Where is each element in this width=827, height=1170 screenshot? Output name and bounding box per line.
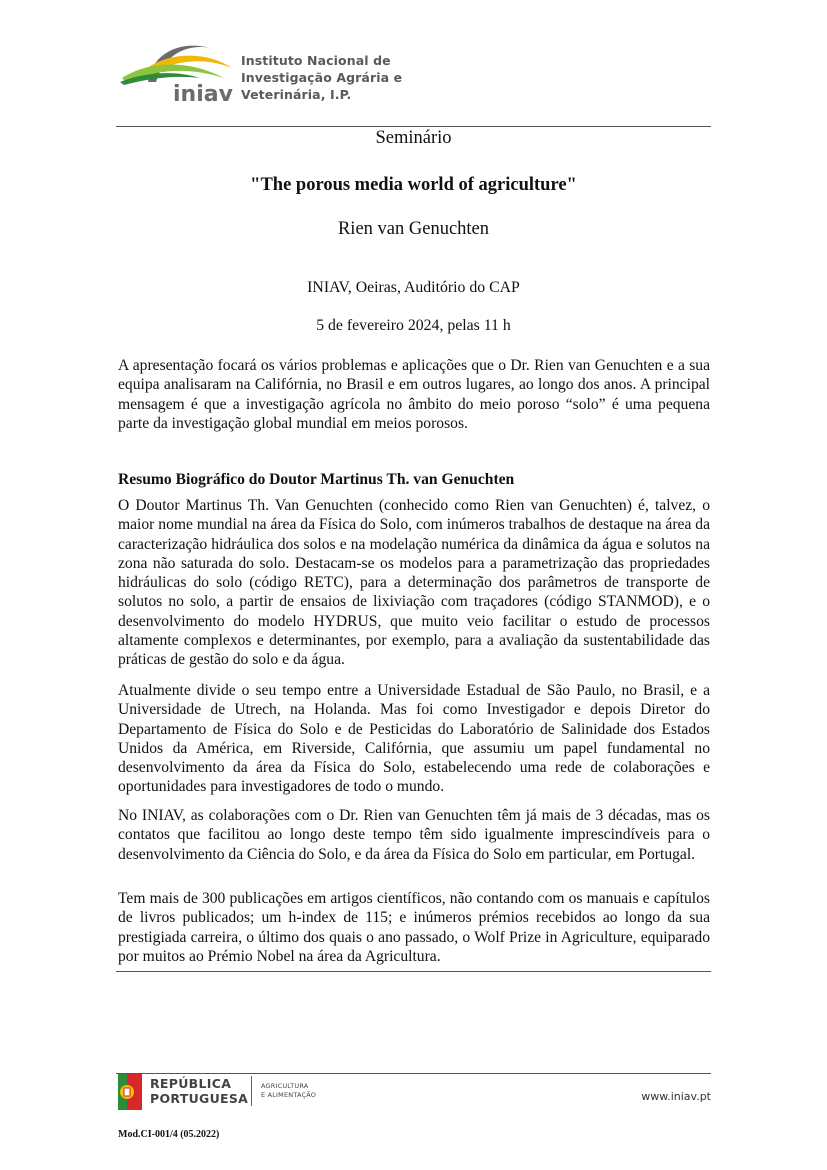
bio-heading: Resumo Biográfico do Doutor Martinus Th. van Genuchten [118, 471, 515, 488]
content-end-divider [116, 971, 711, 972]
republica-portuguesa-logo [118, 1072, 338, 1112]
portugal-emblem-icon [118, 1074, 142, 1110]
org-name-line-2: Investigação Agrária e [241, 70, 403, 85]
bio-paragraph-4: Tem mais de 300 publicações em artigos científicos, não contando com os manuais e capítulos de livros publicados; um h-index de 115; e inúmeros prémios recebidos ao longo da sua prestigiada carreira, o último dos quais o ano passado, o Wolf Prize in Agriculture, equiparado por muitos ao Prémio Nobel na área da Agricultura. [118, 890, 710, 965]
svg-text:iniav: iniav [173, 82, 233, 107]
republica-line-1: REPÚBLICA [150, 1076, 232, 1091]
org-name-line-3: Veterinária, I.P. [241, 87, 352, 102]
talk-title: "The porous media world of agriculture" [250, 175, 577, 195]
bio-paragraph-3: No INIAV, as colaborações com o Dr. Rien van Genuchten têm já mais de 3 décadas, mas os contatos que facilitou ao longo deste tempo têm sido igualmente imprescindíveis para o desenvolvimento da Ciência do Solo, e da área da Física do Solo em particular, em Portugal. [118, 807, 710, 863]
footer-logo-separator [251, 1076, 252, 1106]
bio-paragraph-2: Atualmente divide o seu tempo entre a Universidade Estadual de São Paulo, no Brasil, e a Universidade de Utrech, na Holanda. Mas foi como Investigador e depois Diretor do Departamento de Física do Solo e de Pesticidas do Laboratório de Salinidade dos Estados Unidos da América, em Riverside, Califórnia, que assumiu um papel fundamental no desenvolvimento da área da Física do Solo, estabelecendo uma rede de colaborações e oportunidades para investigadores de todo o mundo. [118, 682, 710, 796]
event-venue: INIAV, Oeiras, Auditório do CAP [307, 279, 520, 296]
form-code: Mod.CI-001/4 (05.2022) [118, 1129, 220, 1140]
iniav-logo-mark-icon [120, 38, 240, 108]
republica-line-2: PORTUGUESA [150, 1091, 249, 1106]
abstract-paragraph: A apresentação focará os vários problemas e aplicações que o Dr. Rien van Genuchten e a sua equipa analisaram na Califórnia, no Brasil e em outros lugares, ao longo dos anos. A principal mensagem é que a investigação agrícola no âmbito do meio poroso “solo” é uma pequena parte da investigação global mundial em meios porosos. [118, 357, 710, 432]
event-type: Seminário [375, 128, 452, 148]
bio-paragraph-1: O Doutor Martinus Th. Van Genuchten (conhecido como Rien van Genuchten) é, talvez, o maior nome mundial na área da Física do Solo, com inúmeros trabalhos de destaque na área da caracterização hidráulica dos solos e na modelação numérica da dinâmica da água e solutos na zona não saturada do solo. Destacam-se os modelos para a parametrização das propriedades hidráulicas do solo (código RETC), para a determinação dos parâmetros de transporte de solutos no solo, a partir de ensaios de lixiviação com traçadores (código STANMOD), e o desenvolvimento do modelo HYDRUS, que muito veio facilitar o estudo de processos altamente complexos e determinantes, por exemplo, para a avaliação da sustentabilidade das práticas de gestão do solo e da água. [118, 497, 710, 669]
event-date-time: 5 de fevereiro 2024, pelas 11 h [316, 317, 511, 334]
website-link[interactable]: www.iniav.pt [641, 1090, 711, 1103]
ministry-line-2: E ALIMENTAÇÃO [261, 1091, 317, 1099]
org-name-line-1: Instituto Nacional de [241, 53, 391, 68]
speaker-name: Rien van Genuchten [337, 219, 490, 239]
ministry-line-1: AGRICULTURA [261, 1082, 309, 1090]
header-divider [116, 126, 711, 127]
